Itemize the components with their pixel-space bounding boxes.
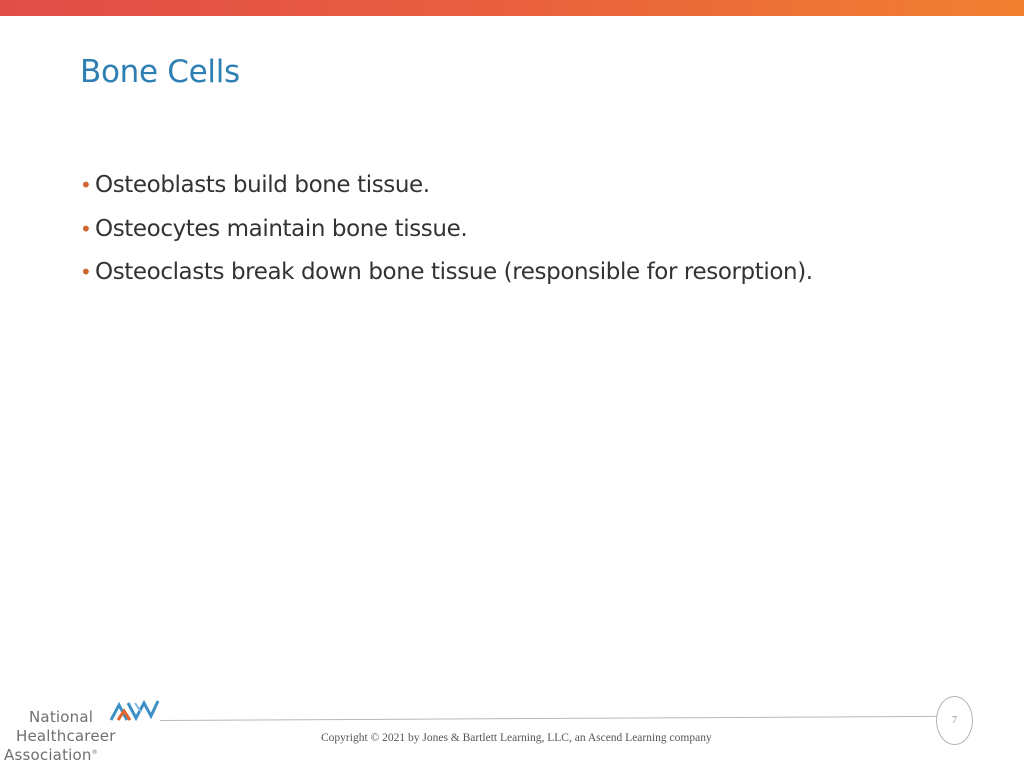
bullet-text: Osteoblasts build bone tissue. <box>95 172 430 198</box>
bullet-dot-icon: • <box>80 260 92 284</box>
slide-title: Bone Cells <box>80 54 240 90</box>
copyright-text: Copyright © 2021 by Jones & Bartlett Learning, LLC, an Ascend Learning company <box>321 732 712 744</box>
logo-text-line3 <box>4 746 98 764</box>
registered-mark: ® <box>91 749 98 756</box>
bullet-text: Osteoclasts break down bone tissue (responsible for resorption). <box>95 259 813 285</box>
logo-text-line3-label: Association <box>4 746 92 764</box>
list-item <box>80 216 813 260</box>
page-number-badge <box>936 696 973 745</box>
list-item <box>80 259 813 303</box>
bullet-dot-icon: • <box>80 173 92 197</box>
logo-text-line1: National <box>29 708 94 726</box>
bullet-text: Osteocytes maintain bone tissue. <box>95 215 468 242</box>
logo-text-line2: Healthcareer <box>16 727 116 745</box>
bullet-list <box>80 172 813 303</box>
page-number: 7 <box>952 715 957 726</box>
nha-logo-icon <box>108 698 160 726</box>
footer-divider <box>160 716 937 721</box>
bullet-dot-icon: • <box>80 216 92 241</box>
list-item <box>80 172 813 216</box>
top-accent-bar <box>0 0 1024 16</box>
organization-logo <box>0 698 165 768</box>
